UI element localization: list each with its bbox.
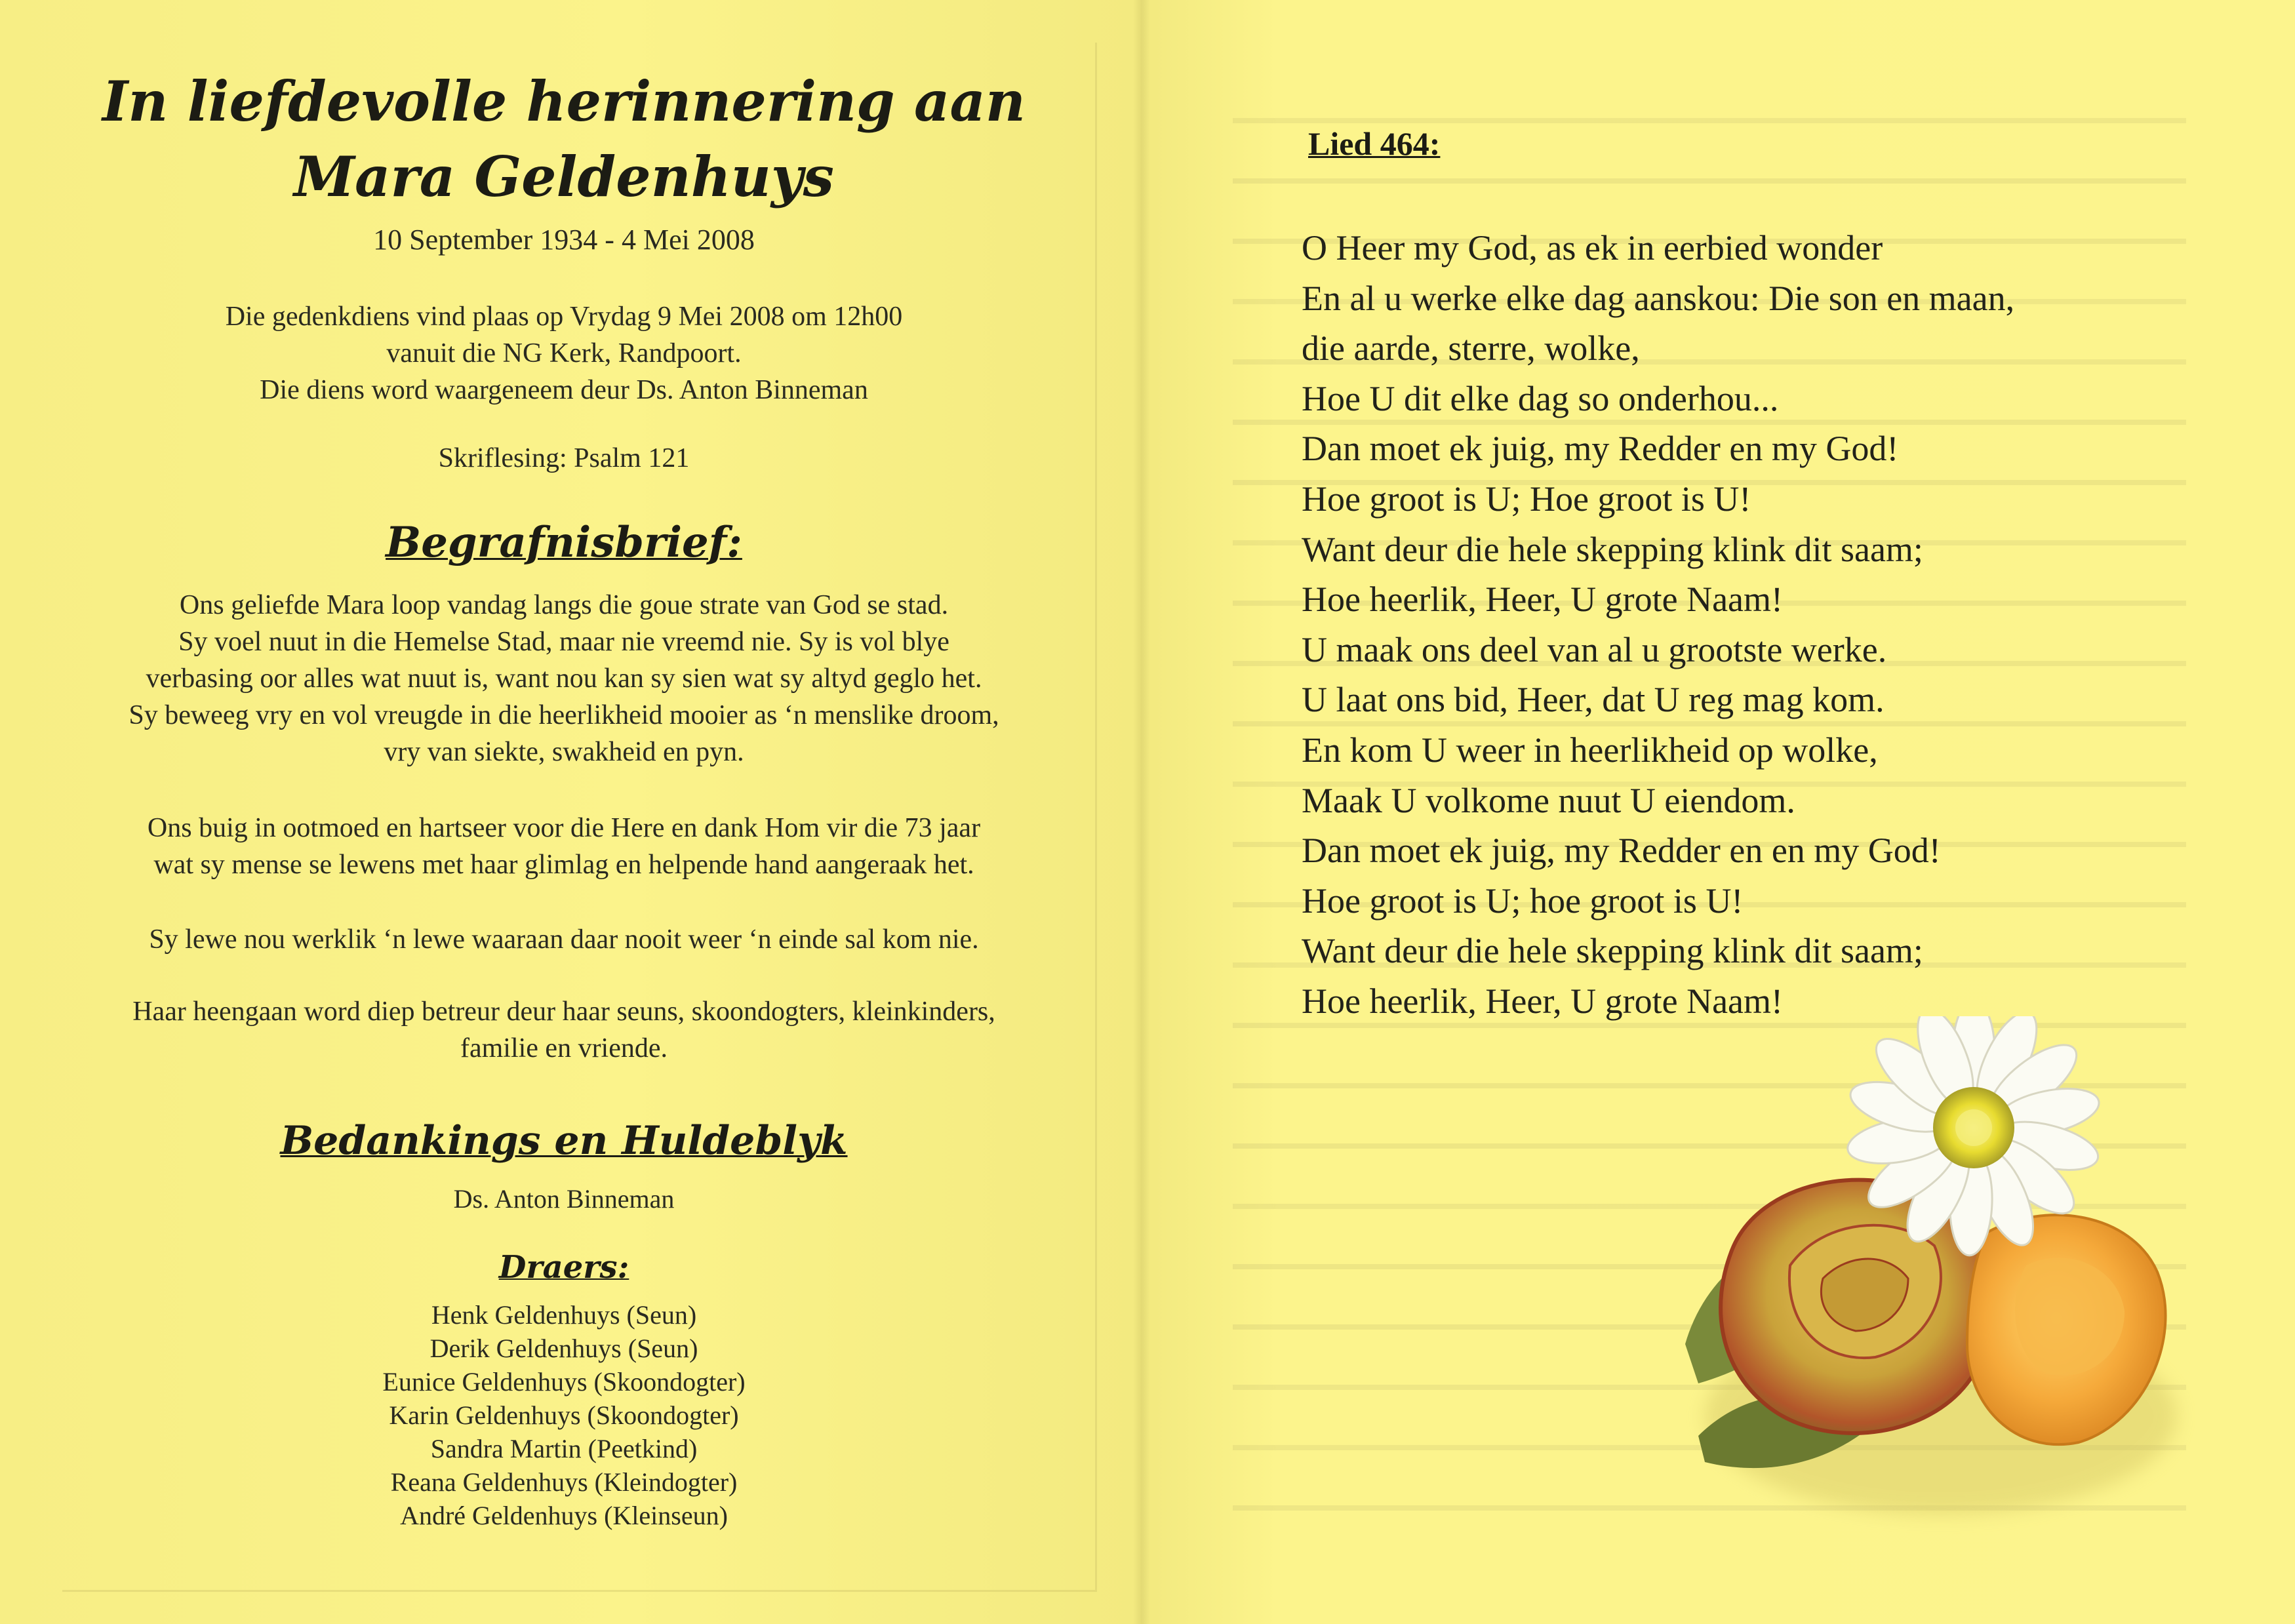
hymn-line: Hoe groot is U; hoe groot is U! [1302,881,1744,921]
letter-line: Sy voel nuut in die Hemelse Stad, maar nie vreemd nie. Sy is vol blye [178,627,949,657]
letter-paragraph [39,587,1088,770]
hymn-line: Maak U volkome nuut U eiendom. [1302,780,1795,820]
hymn-line: die aarde, sterre, wolke, [1302,328,1640,368]
bearers-heading: Draers: [498,1249,629,1286]
hymn-title: Lied 464: [1308,125,1441,162]
bearers-list [39,1298,1088,1532]
hymn-line: Hoe heerlik, Heer, U grote Naam! [1302,981,1784,1021]
hymn-line: En kom U weer in heerlikheid op wolke, [1302,730,1878,770]
list-item: Henk Geldenhuys (Seun) [431,1300,697,1330]
letter-heading: Begrafnisbrief: [386,518,742,567]
hymn-line: U maak ons deel van al u grootste werke. [1302,629,1887,669]
hymn-line: Want deur die hele skepping klink dit saam; [1302,529,1923,569]
hymn-line: O Heer my God, as ek in eerbied wonder [1302,228,1883,267]
hymn-line: Hoe U dit elke dag so onderhou... [1302,378,1779,418]
thanks-heading: Bedankings en Huldeblyk [280,1118,848,1164]
list-item: Derik Geldenhuys (Seun) [429,1334,698,1363]
service-details [39,298,1088,408]
memorial-title: In liefdevolle herinnering aan [102,69,1026,134]
deceased-name: Mara Geldenhuys [294,144,834,209]
letter-paragraph [39,993,1088,1067]
list-item: Sandra Martin (Peetkind) [430,1434,698,1463]
center-fold [1133,0,1150,1624]
letter-line: verbasing oor alles wat nuut is, want nou kan sy sien wat sy altyd geglo het. [146,663,982,694]
hymn-line: Hoe heerlik, Heer, U grote Naam! [1302,580,1784,620]
hymn-line: Dan moet ek juig, my Redder en my God! [1302,429,1899,469]
letter-paragraph: Sy lewe nou werklik ‘n lewe waaraan daar nooit weer ‘n einde sal kom nie. [149,924,979,955]
hymn-lyrics [1302,223,2014,1027]
letter-line: Ons geliefde Mara loop vandag langs die goue strate van God se stad. [179,590,949,620]
service-line: Die diens word waargeneem deur Ds. Anton Binneman [260,375,868,405]
hymn-line: Want deur die hele skepping klink dit saam; [1302,931,1923,971]
letter-line: familie en vriende. [460,1033,668,1063]
hymn-line: U laat ons bid, Heer, dat U reg mag kom. [1302,680,1885,720]
letter-line: vry van siekte, swakheid en pyn. [384,737,744,767]
letter-paragraph [39,810,1088,883]
service-line: vanuit die NG Kerk, Randpoort. [386,338,742,368]
list-item: André Geldenhuys (Kleinseun) [400,1501,728,1530]
list-item: Reana Geldenhuys (Kleindogter) [390,1467,738,1497]
hymn-line: Dan moet ek juig, my Redder en en my God! [1302,831,1941,871]
thanks-name: Ds. Anton Binneman [453,1184,675,1214]
life-dates: 10 September 1934 - 4 Mei 2008 [373,224,755,256]
flowers-illustration [1659,1016,2197,1541]
list-item: Eunice Geldenhuys (Skoondogter) [382,1367,746,1396]
letter-line: Sy beweeg vry en vol vreugde in die heerlikheid mooier as ‘n menslike droom, [129,700,999,730]
service-line: Die gedenkdiens vind plaas op Vrydag 9 Mei 2008 om 12h00 [225,302,903,332]
list-item: Karin Geldenhuys (Skoondogter) [389,1400,739,1430]
letter-line: wat sy mense se lewens met haar glimlag en helpende hand aangeraak het. [153,850,974,880]
hymn-line: En al u werke elke dag aanskou: Die son en maan, [1302,278,2015,318]
scripture-reading: Skriflesing: Psalm 121 [438,443,690,473]
hymn-line: Hoe groot is U; Hoe groot is U! [1302,479,1751,519]
letter-line: Ons buig in ootmoed en hartseer voor die Here en dank Hom vir die 73 jaar [147,813,981,843]
letter-line: Haar heengaan word diep betreur deur haar seuns, skoondogters, kleinkinders, [132,997,995,1027]
